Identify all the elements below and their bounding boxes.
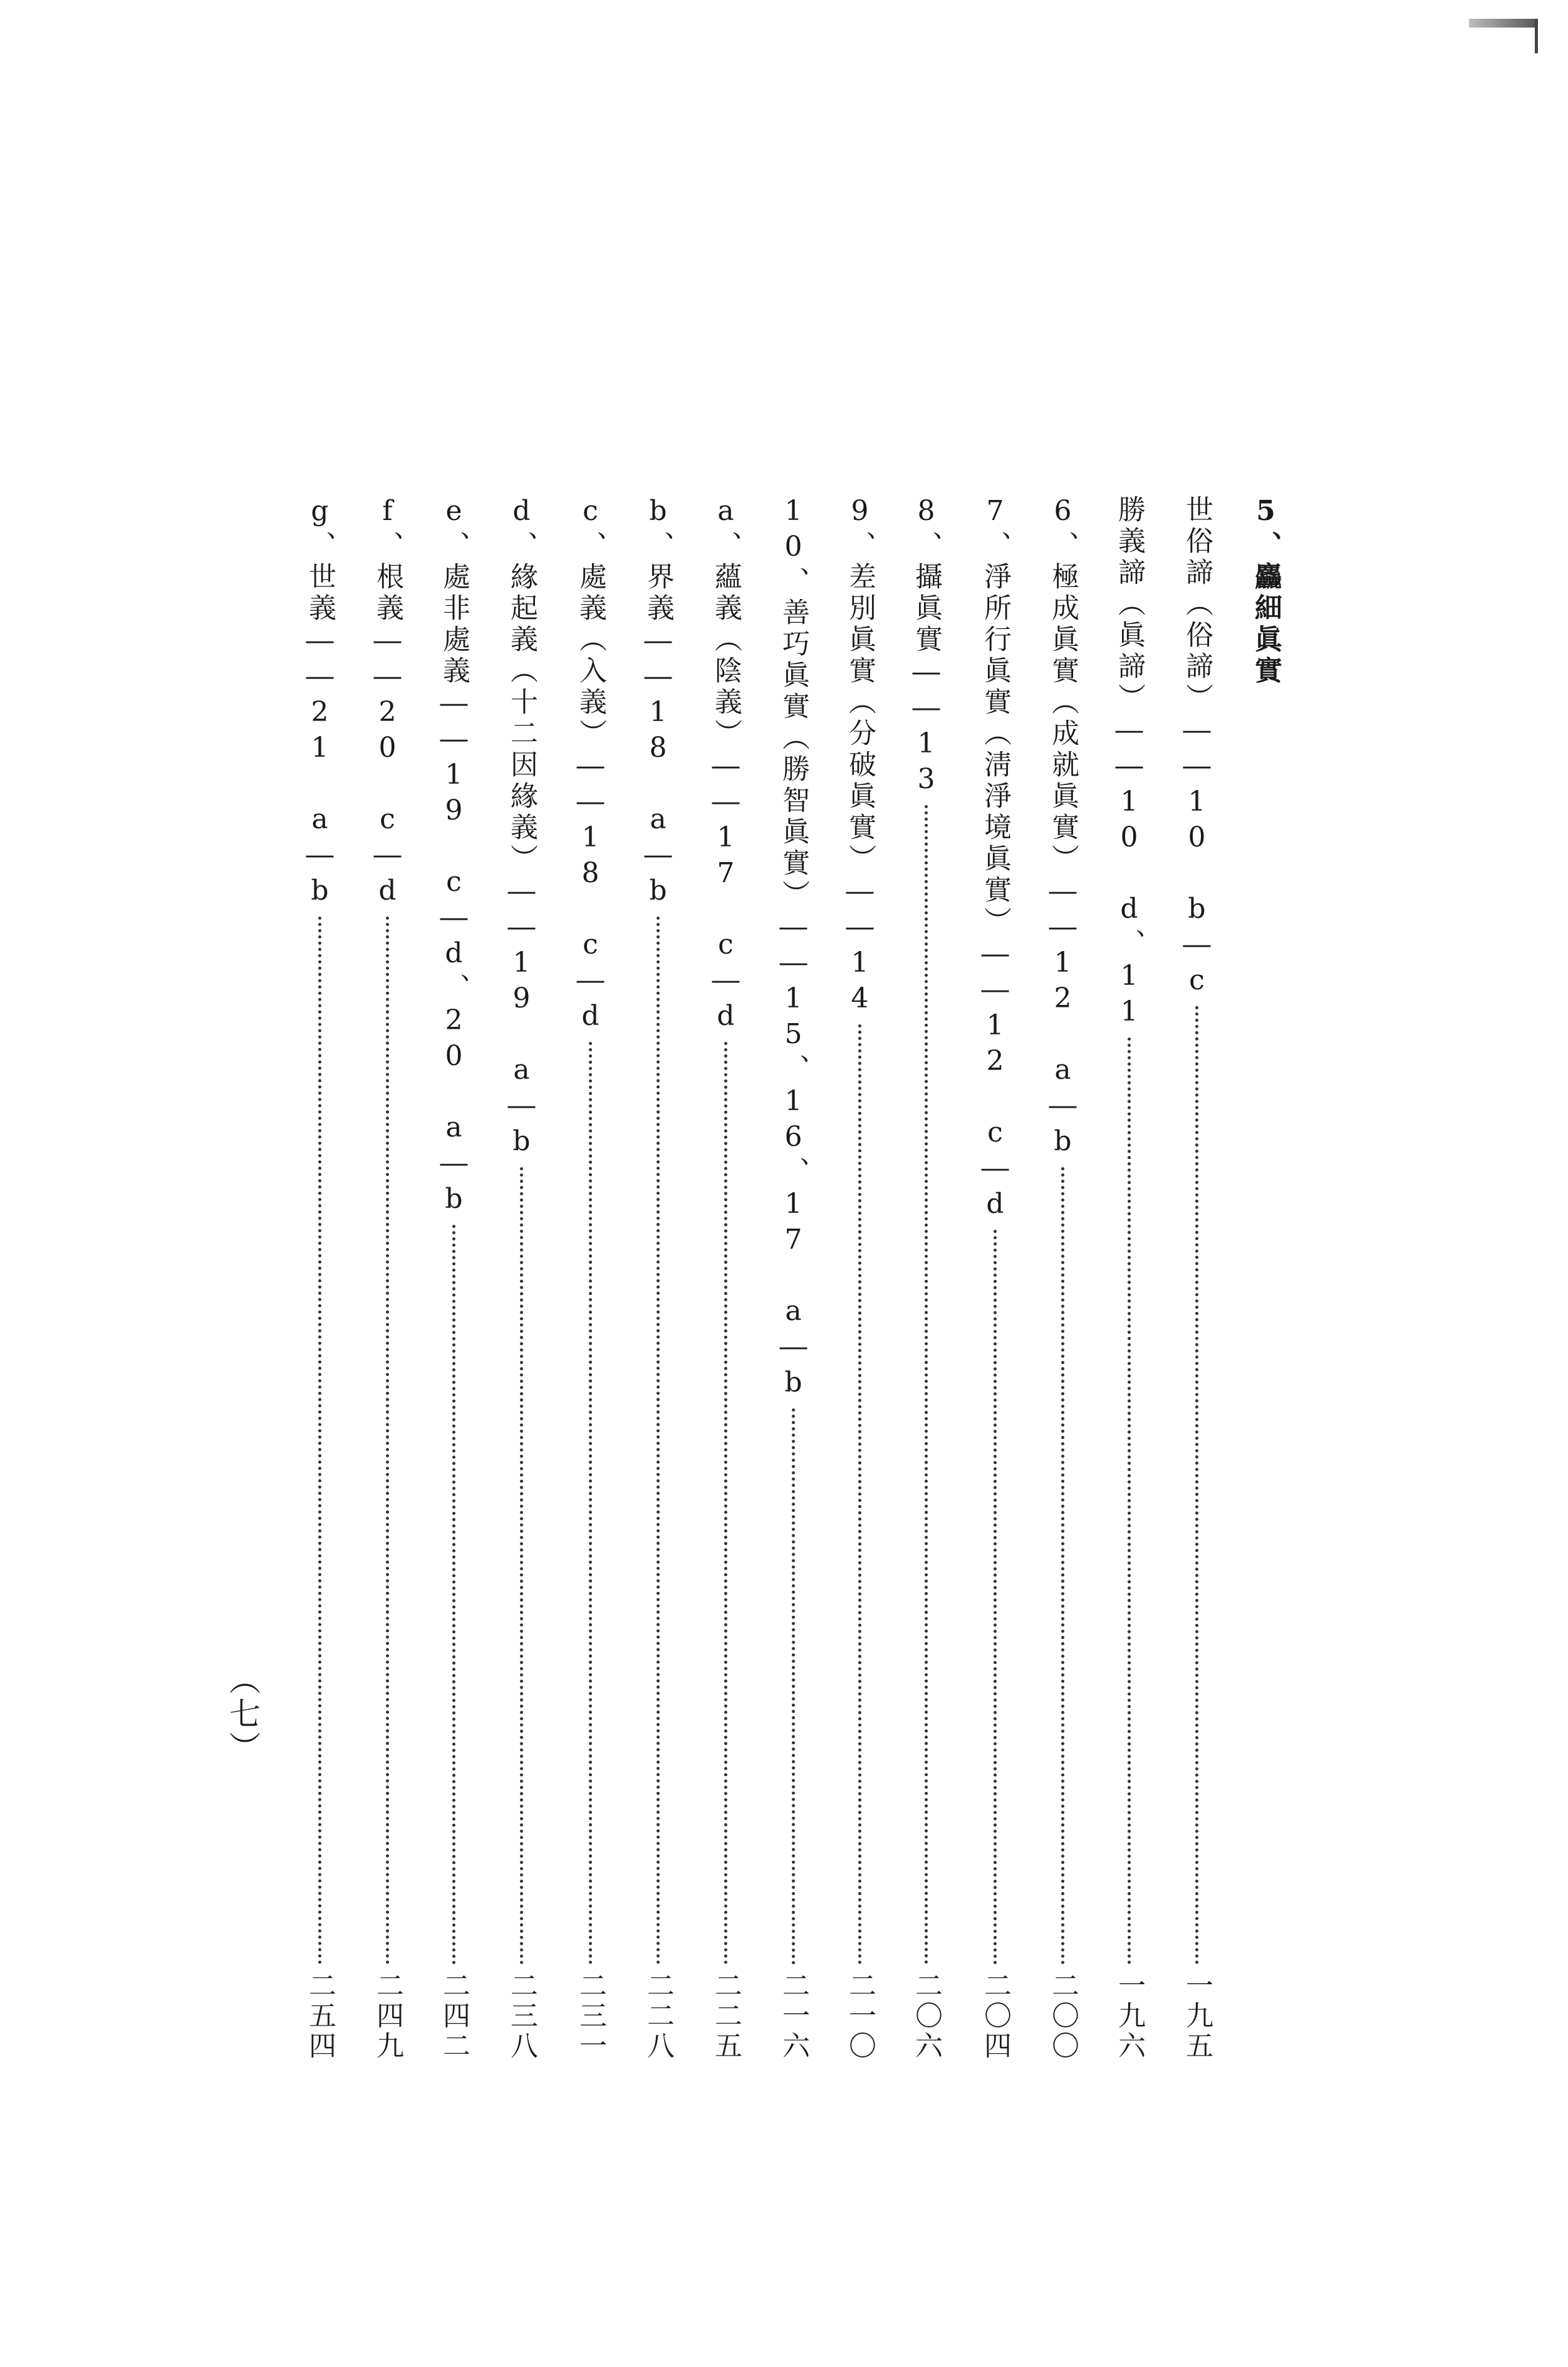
toc-entry-page: 二三八 [506,1971,537,2061]
toc-entry [570,495,610,2061]
toc-entry-page: 一九五 [1181,1971,1213,2061]
toc-entry-title: 10、善巧眞實（勝智眞實）――15、16、17 a―b [777,495,809,1402]
toc-entry-title: c、處義（入義）――18 c―d [574,495,606,1036]
toc-entry [638,495,678,2061]
toc-entry-title: 5、麤細眞實 [1250,495,1282,687]
toc-entry [773,495,813,2061]
toc-entry [1109,495,1149,2061]
toc-entry-page: 二四九 [371,1971,403,2061]
dot-leader [589,1042,592,1965]
toc-entry [299,495,340,2061]
page-folio-number: （七） [224,1663,261,1765]
toc-entry [839,495,880,2061]
toc-entry [501,495,541,2061]
toc-entry-title: 6、極成眞實（成就眞實）――12 a―b [1047,495,1079,1161]
dot-leader [386,917,389,1965]
dot-leader [925,805,928,1965]
toc-entry-title: 勝義諦（眞諦）――10 d、11 [1113,495,1145,1031]
dot-leader [994,1230,997,1965]
toc-entry-page: 二四二 [438,1971,470,2061]
toc-entry [367,495,407,2061]
toc-entry-page: 二二八 [642,1971,674,2061]
toc-entry [975,495,1015,2061]
toc-entry-page: 一九六 [1113,1971,1145,2061]
toc-entry-title: e、處非處義――19 c―d、20 a―b [438,495,470,1219]
toc-entry-page: 二二五 [710,1971,742,2061]
toc-entry [705,495,745,2061]
toc-entry-page: 二〇六 [910,1971,942,2061]
toc-entry-page: 二〇〇 [1047,1971,1079,2061]
toc-entry-page: 二一〇 [844,1971,876,2061]
toc-entry-page: 二一六 [777,1971,809,2061]
toc-entry [906,495,946,2061]
dot-leader [724,1042,727,1965]
scan-corner-mark [1469,19,1538,28]
toc-entry-heading [1245,495,1285,2061]
toc-entry-title: f、根義――20 c―d [371,495,403,910]
toc-entry-page: 二五四 [304,1971,336,2061]
toc-entry-title: 7、淨所行眞實（淸淨境眞實）――12 c―d [979,495,1011,1224]
dot-leader [1128,1038,1131,1965]
dot-leader [318,917,321,1965]
toc-entry-title: 9、差別眞實（分破眞實）――14 [844,495,876,1018]
dot-leader [1061,1167,1064,1965]
scan-corner-stem [1535,19,1538,53]
toc-entry-title: d、緣起義（十二因緣義）――19 a―b [506,495,537,1161]
toc-entry-title: b、界義――18 a―b [642,495,674,910]
dot-leader [1195,1006,1198,1965]
toc-entry-page: 二〇四 [979,1971,1011,2061]
dot-leader [657,917,660,1965]
toc-entry-title: g、世義――21 a―b [304,495,336,910]
dot-leader [858,1024,861,1965]
dot-leader [792,1408,795,1965]
dot-leader [520,1167,523,1965]
toc-entry-page: 二三一 [574,1971,606,2061]
toc-entry-title: a、蘊義（陰義）――17 c―d [710,495,742,1036]
toc-entry [434,495,474,2061]
toc-entry [1176,495,1217,2061]
toc-entry-title: 8、攝眞實――13 [910,495,942,799]
toc-entry [1042,495,1083,2061]
toc-entry-title: 世俗諦（俗諦）――10 b―c [1181,495,1213,1000]
dot-leader [452,1225,455,1965]
